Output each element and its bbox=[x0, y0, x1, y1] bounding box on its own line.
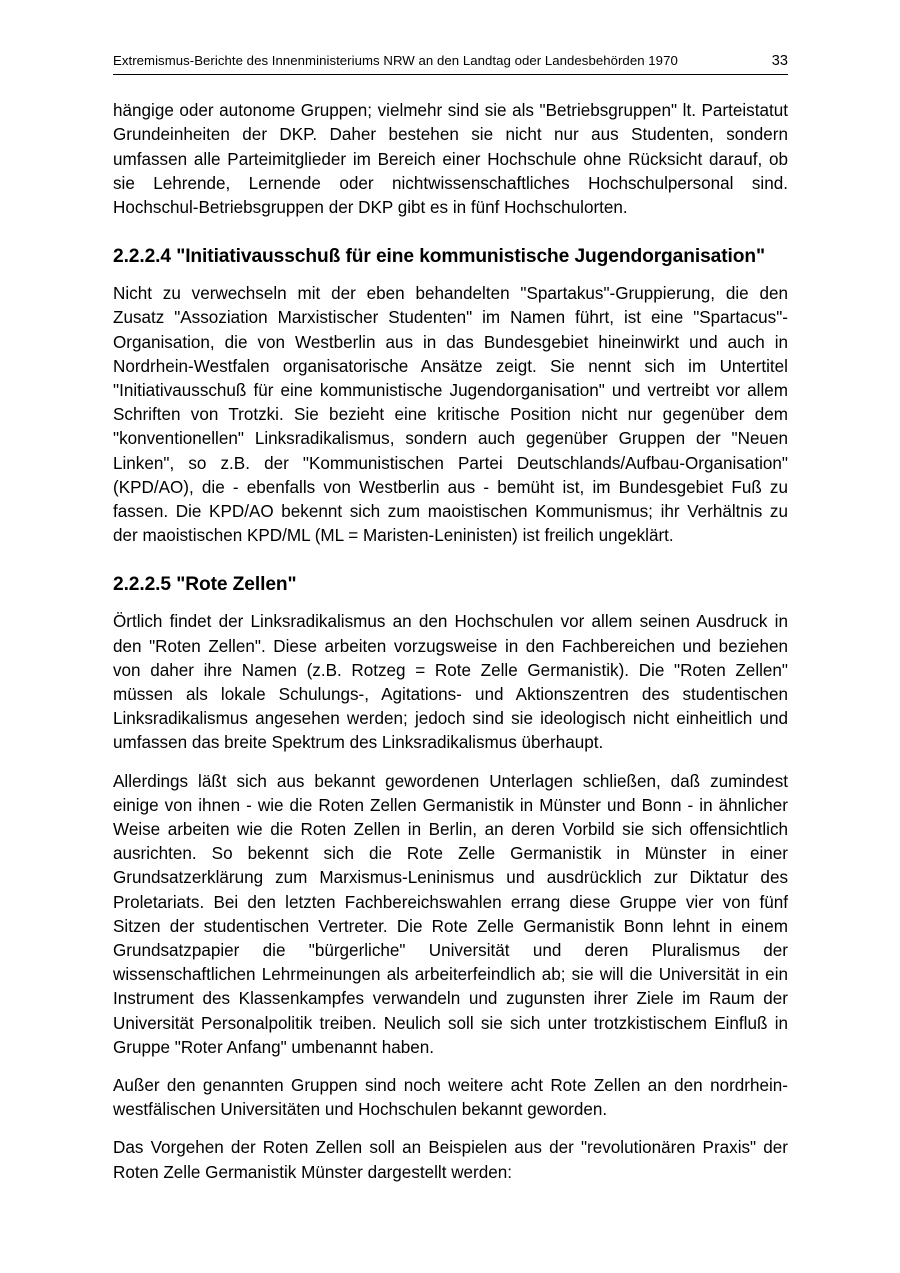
section-heading-2-2-2-4: 2.2.2.4 "Initiativausschuß für eine kommunistische Jugendorganisation" bbox=[113, 246, 765, 268]
paragraph-vorgehen: Das Vorgehen der Roten Zellen soll an Beispielen aus der "revolutionären Praxis" der Roten Zelle Germanistik Münster dargestellt werden: bbox=[113, 1138, 788, 1182]
paragraph-continuation: hängige oder autonome Gruppen; vielmehr sind sie als "Betriebsgruppen" lt. Parteistatut Grundeinheiten der DKP. Daher bestehen sie nicht nur aus Studenten, sondern umfassen alle Parteimitglieder im Bereich einer Hochschule ohne Rücksicht darauf, ob sie Lehrende, Lernende oder nichtwissenschaftliches Hochschulpersonal sind. Hochschul-Betriebsgruppen der DKP gibt es in fünf Hochschulorten. bbox=[113, 101, 788, 217]
page-content bbox=[113, 52, 788, 1185]
paragraph-initiativausschuss: Nicht zu verwechseln mit der eben behandelten "Spartakus"-Gruppierung, die den Zusatz "Assoziation Marxistischer Studenten" im Namen führt, ist eine "Spartacus"-Organisation, die von Westberlin aus in das Bundesgebiet hineinwirkt und auch in Nordrhein-Westfalen organisatorische Ansätze zeigt. Sie nennt sich im Untertitel "Initiativausschuß für eine kommunistische Jugendorganisation" und vertreibt vor allem Schriften von Trotzki. Sie bezieht eine kritische Position nicht nur gegenüber dem "konventionellen" Linksradikalismus, sondern auch gegenüber Gruppen der "Neuen Linken", so z.B. der "Kommunistischen Partei Deutschlands/Aufbau-Organisation" (KPD/AO), die - ebenfalls von Westberlin aus - bemüht ist, im Bundesgebiet Fuß zu fassen. Die KPD/AO bekennt sich zum maoistischen Kommunismus; ihr Verhältnis zu der maoistischen KPD/ML (ML = Maristen-Leninisten) ist freilich ungeklärt. bbox=[113, 284, 788, 546]
page-number: 33 bbox=[771, 53, 788, 69]
paragraph-weitere-rote-zellen: Außer den genannten Gruppen sind noch weitere acht Rote Zellen an den nordrhein-westfälischen Universitäten und Hochschulen bekannt geworden. bbox=[113, 1076, 788, 1120]
paragraph-rote-zellen-details: Allerdings läßt sich aus bekannt gewordenen Unterlagen schließen, daß zumindest einige von ihnen - wie die Roten Zellen Germanistik in Münster und Bonn - in ähnlicher Weise arbeiten wie die Roten Zellen in Berlin, an deren Vorbild sie sich offensichtlich ausrichten. So bekennt sich die Rote Zelle Germanistik in Münster in einer Grundsatzerklärung zum Marxismus-Leninismus und ausdrücklich zur Diktatur des Proletariats. Bei den letzten Fachbereichswahlen errang diese Gruppe vier von fünf Sitzen der studentischen Vertreter. Die Rote Zelle Germanistik Bonn lehnt in einem Grundsatzpapier die "bürgerliche" Universität und deren Pluralismus der wissenschaftlichen Lehrmeinungen als arbeiterfeindlich ab; sie will die Universität in ein Instrument des Klassenkampfes verwandeln und zugunsten ihrer Ziele im Raum der Universität Personalpolitik treiben. Neulich soll sie sich unter trotzkistischem Einfluß in Gruppe "Roter Anfang" umbenannt haben. bbox=[113, 771, 788, 1057]
header-title: Extremismus-Berichte des Innenministeriums NRW an den Landtag oder Landesbehörden 1970 bbox=[113, 53, 678, 68]
running-header bbox=[113, 52, 788, 75]
section-heading-2-2-2-5: 2.2.2.5 "Rote Zellen" bbox=[113, 574, 297, 596]
paragraph-rote-zellen-intro: Örtlich findet der Linksradikalismus an den Hochschulen vor allem seinen Ausdruck in den "Roten Zellen". Diese arbeiten vorzugsweise in den Fachbereichen und beziehen von daher ihre Namen (z.B. Rotzeg = Rote Zelle Germanistik). Die "Roten Zellen" müssen als lokale Schulungs-, Agitations- und Aktionszentren des studentischen Linksradikalismus angesehen werden; jedoch sind sie ideologisch nicht einheitlich und umfassen das breite Spektrum des Linksradikalismus überhaupt. bbox=[113, 612, 788, 753]
body-text bbox=[113, 99, 788, 1185]
